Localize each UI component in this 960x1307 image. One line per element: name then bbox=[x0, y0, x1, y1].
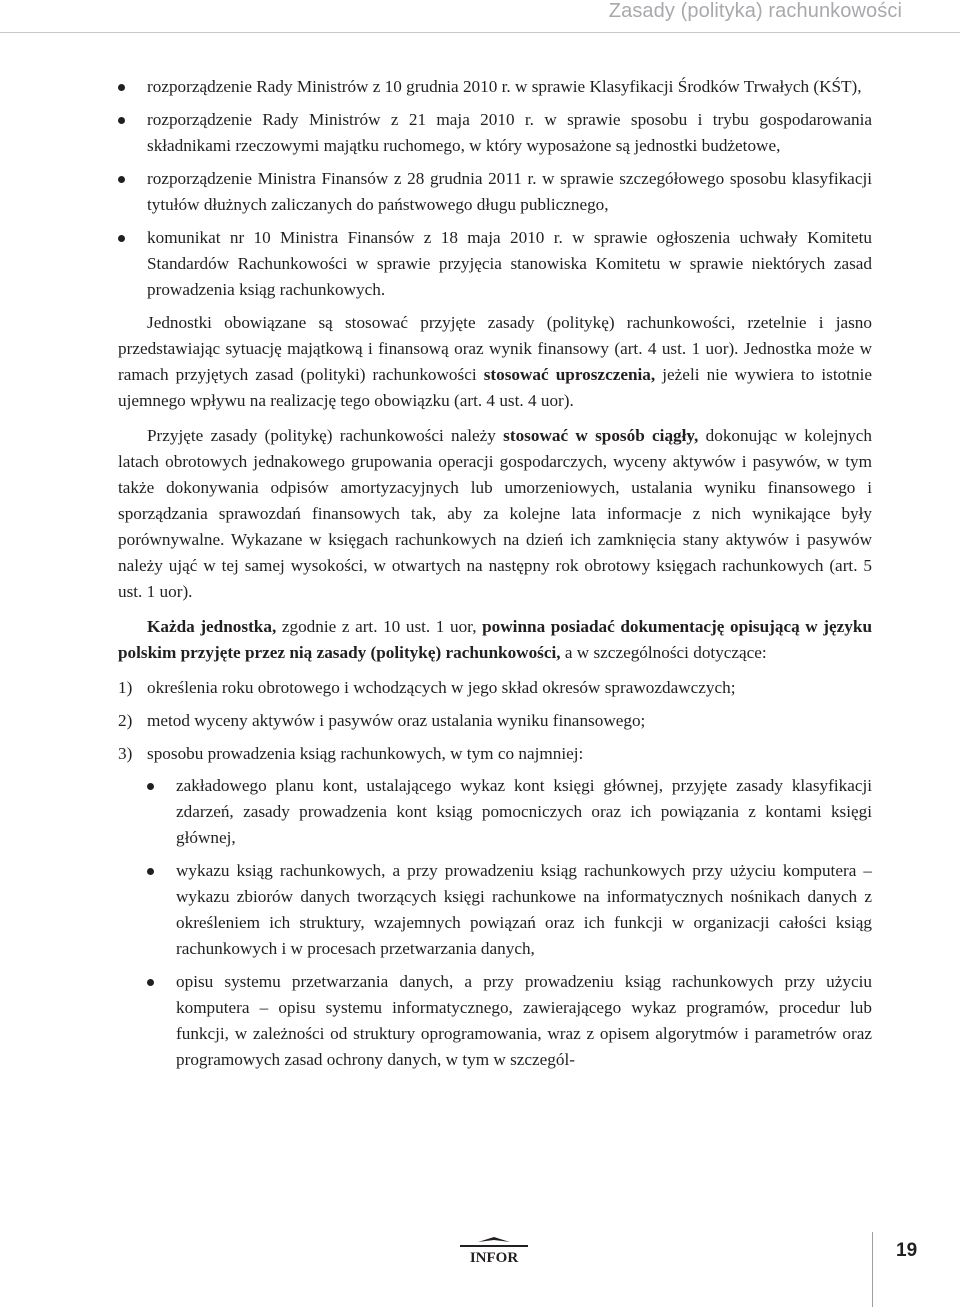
bullet-icon bbox=[147, 868, 154, 875]
bullet-icon bbox=[118, 235, 125, 242]
paragraph-obligation: Jednostki obowiązane są stosować przyjęte zasady (politykę) rachunkowości, rzetelnie i jasno przedstawiając sytuację majątkową i finansową oraz wynik finansowy (art. 4 ust. 1 uor). Jednostka może w ramach przyjętych zasad (polityki) rachunkowości stosować uproszczenia, jeżeli nie wywiera to istotnie ujemnego wpływu na realizację tego obowiązku (art. 4 ust. 4 uor). bbox=[118, 313, 873, 410]
running-header: Zasady (polityka) rachunkowości bbox=[608, 0, 902, 22]
list-item: rozporządzenie Ministra Finansów z 28 grudnia 2011 r. w sprawie szczegółowego sposobu klasyfikacji tytułów dłużnych zaliczanych do państwowego długu publicznego, bbox=[118, 166, 872, 218]
header-divider bbox=[0, 32, 960, 33]
bullet-icon bbox=[118, 176, 125, 183]
bullet-icon bbox=[118, 84, 125, 91]
infor-logo bbox=[456, 1236, 532, 1266]
documentation-scope-list bbox=[118, 675, 872, 1073]
footer-divider bbox=[872, 1232, 873, 1307]
list-item: rozporządzenie Rady Ministrów z 21 maja 2010 r. w sprawie sposobu i trybu gospodarowania składnikami rzeczowymi majątku ruchomego, w który wyposażone są jednostki budżetowe, bbox=[118, 107, 872, 159]
numbered-item: 1) określenia roku obrotowego i wchodzących w jego skład okresów sprawozdawczych; bbox=[118, 678, 736, 697]
page-content bbox=[118, 74, 872, 1080]
sub-list-item: opisu systemu przetwarzania danych, a przy prowadzeniu ksiąg rachunkowych przy użyciu komputera – opisu systemu informatycznego, zawierającego wykaz programów, procedur lub funkcji, w zależności od struktury oprogramowania, wraz z opisem algorytmów i parametrów oraz programowych zasad ochrony danych, w tym w szczegól- bbox=[147, 969, 872, 1073]
sub-list-item: zakładowego planu kont, ustalającego wykaz kont księgi głównej, przyjęte zasady klasyfikacji zdarzeń, zasady prowadzenia kont ksiąg pomocniczych oraz ich powiązania z kontami księgi głównej, bbox=[147, 773, 872, 851]
logo-text: INFOR bbox=[469, 1250, 519, 1266]
bullet-icon bbox=[147, 979, 154, 986]
bookkeeping-sub-list bbox=[147, 773, 872, 1073]
paragraph-documentation: Każda jednostka, zgodnie z art. 10 ust. 1 uor, powinna posiadać dokumentację opisującą w języku polskim przyjęte przez nią zasady (politykę) rachunkowości, a w szczególności dotyczące: bbox=[118, 617, 872, 662]
paragraph-continuity: Przyjęte zasady (politykę) rachunkowości należy stosować w sposób ciągły, dokonując w kolejnych latach obrotowych jednakowego grupowania operacji gospodarczych, wyceny aktywów i pasywów, w tym także dokonywania odpisów amortyzacyjnych lub umorzeniowych, ustalania wyniku finansowego i sporządzania sprawozdań finansowych tak, aby za kolejne lata informacje z nich wynikające były porównywalne. Wykazane w księgach rachunkowych na dzień ich zamknięcia stany aktywów i pasywów należy ująć w tej samej wysokości, w otwartych na następny rok obrotowy księgach rachunkowych (art. 5 ust. 1 uor). bbox=[118, 426, 872, 601]
logo-roof-icon bbox=[478, 1237, 510, 1242]
bullet-icon bbox=[147, 783, 154, 790]
list-item: komunikat nr 10 Ministra Finansów z 18 maja 2010 r. w sprawie ogłoszenia uchwały Komitetu Standardów Rachunkowości w sprawie przyjęcia stanowiska Komitetu w sprawie niektórych zasad prowadzenia ksiąg rachunkowych. bbox=[118, 225, 872, 303]
numbered-item: 2) metod wyceny aktywów i pasywów oraz ustalania wyniku finansowego; bbox=[118, 711, 646, 730]
logo-bar bbox=[460, 1245, 528, 1247]
legal-acts-list bbox=[118, 74, 872, 303]
sub-list-item: wykazu ksiąg rachunkowych, a przy prowadzeniu ksiąg rachunkowych przy użyciu komputera – wykazu zbiorów danych tworzących księgi rachunkowe na informatycznych nośnikach danych z określeniem ich struktury, wzajemnych powiązań oraz ich funkcji w organizacji całości ksiąg rachunkowych i w procesach przetwarzania danych, bbox=[147, 858, 872, 962]
page-number: 19 bbox=[896, 1240, 918, 1261]
list-item: rozporządzenie Rady Ministrów z 10 grudnia 2010 r. w sprawie Klasyfikacji Środków Trwałych (KŚT), bbox=[118, 74, 872, 100]
numbered-item: 3) sposobu prowadzenia ksiąg rachunkowych, w tym co najmniej: zakładowego planu kont, ustalającego wykaz kont księgi głównej, przyjęte zasady klasyfikacji zdarzeń, zasady prowadzenia kont ksiąg pomocniczych oraz ich powiązania z kontami księgi głównej, wykazu ksiąg rachunkowych, a przy prowadzeniu ksiąg rachunkowych przy użyciu komputera – wykazu zbiorów danych tworzących księgi rachunkowe na informatycznych nośnikach danych z określeniem ich struktury, wzajemnych powiązań oraz ich funkcji w organizacji całości ksiąg rachunkowych i w procesach przetwarzania danych, opisu systemu przetwarzania danych, a przy prowadzeniu ksiąg rachunkowych przy użyciu komputera – opisu systemu informatycznego, zawierającego wykaz programów, procedur lub funkcji, w zależności od struktury oprogramowania, wraz z opisem algorytmów i parametrów oraz programowych zasad ochrony danych, w tym w szczegól- bbox=[118, 741, 872, 1073]
bullet-icon bbox=[118, 117, 125, 124]
